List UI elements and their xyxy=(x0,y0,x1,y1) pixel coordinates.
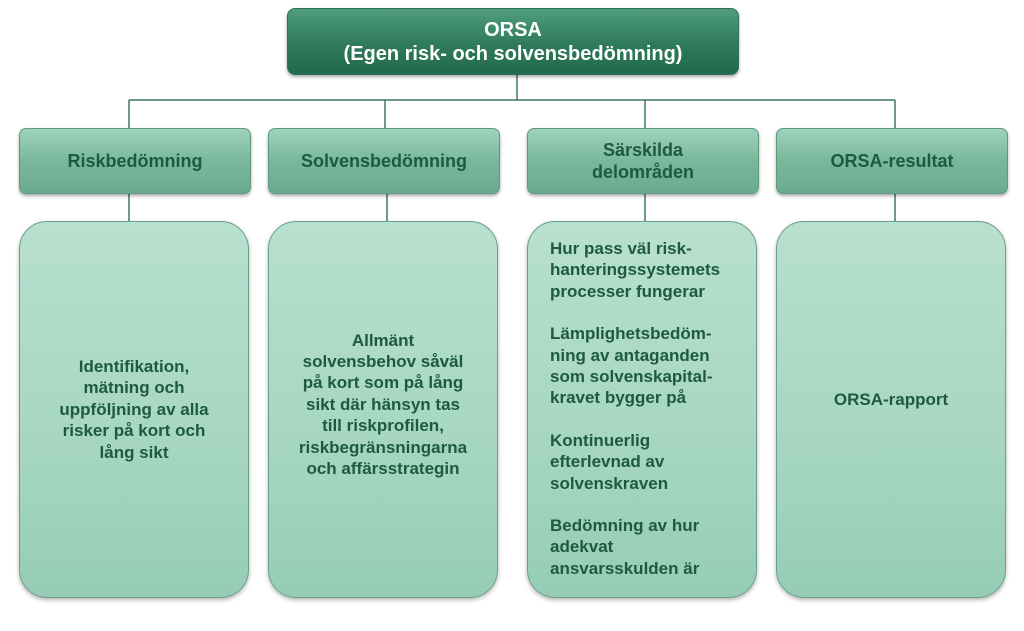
detail-item xyxy=(550,515,746,579)
root-title: ORSA xyxy=(484,18,542,41)
category-label: ORSA-resultat xyxy=(830,151,954,171)
detail-line: riskbegränsningarna xyxy=(298,437,468,457)
detail-line: uppföljning av alla xyxy=(59,399,209,419)
detail-line: Allmänt xyxy=(351,330,415,350)
category-label-line-1: Särskilda xyxy=(602,140,684,160)
orsa-root-node xyxy=(287,8,739,75)
detail-line: Bedömning av hur xyxy=(550,516,700,536)
detail-line: solvenskraven xyxy=(550,473,669,493)
detail-line: ning av antaganden xyxy=(550,345,710,365)
category-riskbedomning xyxy=(19,128,251,194)
detail-line: efterlevnad av xyxy=(550,452,665,472)
category-orsa-resultat xyxy=(776,128,1008,194)
detail-box-riskbedomning xyxy=(19,221,249,598)
category-label-line-2: delområden xyxy=(591,162,695,182)
category-label: Riskbedömning xyxy=(67,151,203,171)
detail-item xyxy=(550,430,746,494)
detail-line: risker på kort och xyxy=(62,421,206,441)
detail-line: och affärsstrategin xyxy=(306,459,460,479)
detail-line: som solvenskapital- xyxy=(550,367,713,387)
detail-line: Hur pass väl risk- xyxy=(550,239,692,258)
category-solvensbedomning xyxy=(268,128,500,194)
detail-line: Kontinuerlig xyxy=(550,430,651,450)
detail-box-sarskilda-delomraden xyxy=(527,221,757,598)
detail-line: hanteringssystemets xyxy=(550,260,721,280)
category-sarskilda-delomraden xyxy=(527,128,759,194)
detail-item xyxy=(550,238,746,302)
detail-line: solvensbehov såväl xyxy=(302,351,464,371)
detail-line: Lämplighetsbedöm- xyxy=(550,324,712,344)
detail-line: mätning och xyxy=(83,378,185,398)
detail-box-orsa-resultat xyxy=(776,221,1006,598)
root-subtitle: (Egen risk- och solvensbedömning) xyxy=(343,42,683,65)
detail-item xyxy=(550,323,746,409)
detail-line: Identifikation, xyxy=(78,356,190,376)
detail-line: ORSA-rapport xyxy=(833,389,949,409)
detail-box-solvensbedomning xyxy=(268,221,498,598)
category-label: Solvensbedömning xyxy=(300,151,468,171)
detail-line: adekvat xyxy=(550,537,614,557)
detail-line: processer fungerar xyxy=(550,281,705,301)
detail-line: ansvarsskulden är xyxy=(550,558,700,578)
detail-line: på kort som på lång xyxy=(302,373,464,393)
detail-line: sikt där hänsyn tas xyxy=(305,394,460,414)
detail-line: till riskprofilen, xyxy=(322,416,444,436)
detail-line: kravet bygger på xyxy=(550,388,687,408)
detail-line: lång sikt xyxy=(99,442,169,462)
